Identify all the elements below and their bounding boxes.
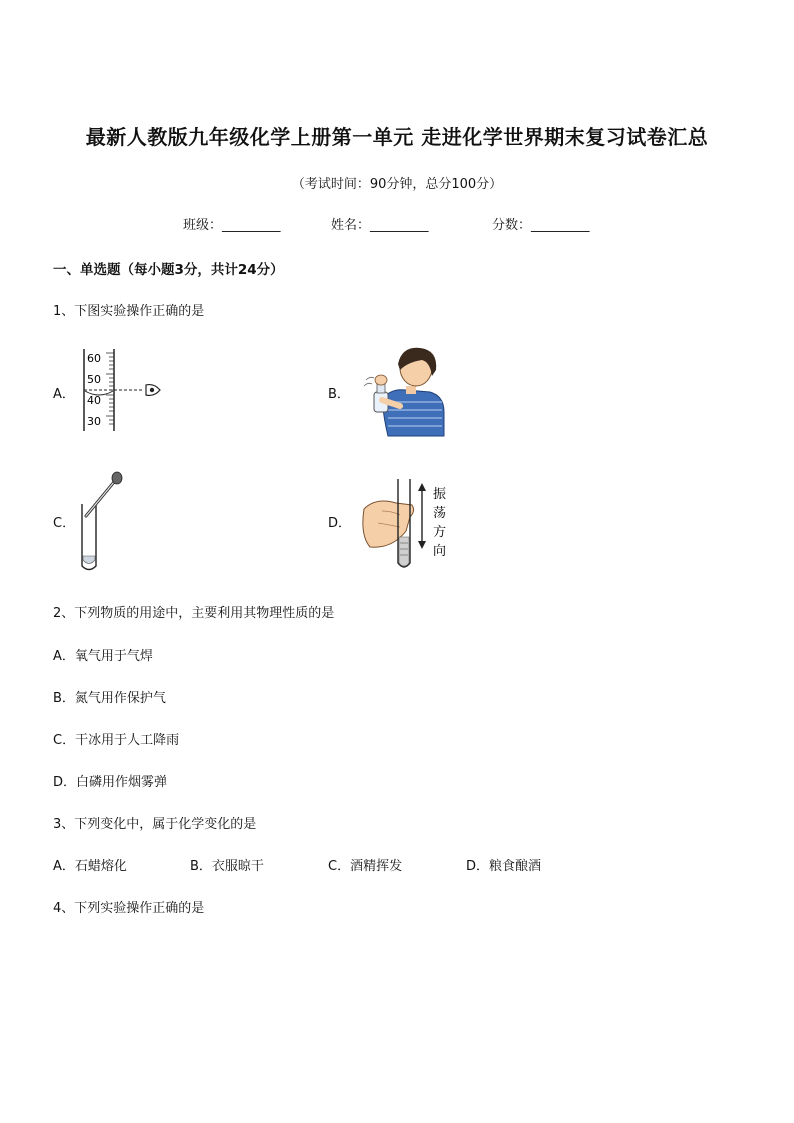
shake-direction-char-2: 荡: [433, 506, 447, 521]
tick-label-50: 50: [87, 373, 101, 386]
q3-option-c[interactable]: C．酒精挥发: [328, 859, 403, 874]
tick-label-30: 30: [87, 415, 101, 428]
score-field[interactable]: 分数：_________: [492, 218, 590, 233]
q1-option-b-label: B．: [328, 387, 350, 402]
q2-option-b[interactable]: B．氮气用作保护气: [53, 691, 166, 706]
q1-option-d-label: D．: [328, 516, 352, 531]
q1-option-a-label: A．: [53, 387, 75, 402]
smelling-gas-figure: [360, 340, 446, 438]
question-4-stem: 4、下列实验操作正确的是: [53, 901, 205, 916]
shake-direction-char-3: 方: [433, 525, 447, 540]
exam-title: 最新人教版九年级化学上册第一单元 走进化学世界期末复习试卷汇总: [85, 125, 709, 149]
measuring-cylinder-figure: [80, 345, 170, 433]
shaking-test-tube-figure: [356, 475, 456, 575]
question-3-stem: 3、下列变化中，属于化学变化的是: [53, 817, 257, 832]
shake-direction-char-4: 向: [433, 544, 447, 559]
q1-option-c-label: C．: [53, 516, 76, 531]
question-2-stem: 2、下列物质的用途中，主要利用其物理性质的是: [53, 606, 335, 621]
name-field[interactable]: 姓名：_________: [331, 218, 429, 233]
q2-option-a[interactable]: A．氧气用于气焊: [53, 649, 153, 664]
tick-label-60: 60: [87, 352, 101, 365]
question-1-stem: 1、下图实验操作正确的是: [53, 304, 205, 319]
q3-option-d[interactable]: D．粮食酿酒: [466, 859, 542, 874]
class-field[interactable]: 班级：_________: [183, 218, 281, 233]
section-heading: 一、单选题（每小题3分，共计24分）: [53, 262, 284, 278]
q3-option-a[interactable]: A．石蜡熔化: [53, 859, 127, 874]
shake-direction-char-1: 振: [433, 487, 447, 502]
tick-label-40: 40: [87, 394, 101, 407]
dropper-test-tube-figure: [78, 470, 126, 574]
exam-subtitle: （考试时间：90分钟，总分100分）: [291, 177, 503, 192]
q2-option-c[interactable]: C．干冰用于人工降雨: [53, 733, 180, 748]
q3-option-b[interactable]: B．衣服晾干: [190, 859, 264, 874]
q2-option-d[interactable]: D．白磷用作烟雾弹: [53, 775, 168, 790]
